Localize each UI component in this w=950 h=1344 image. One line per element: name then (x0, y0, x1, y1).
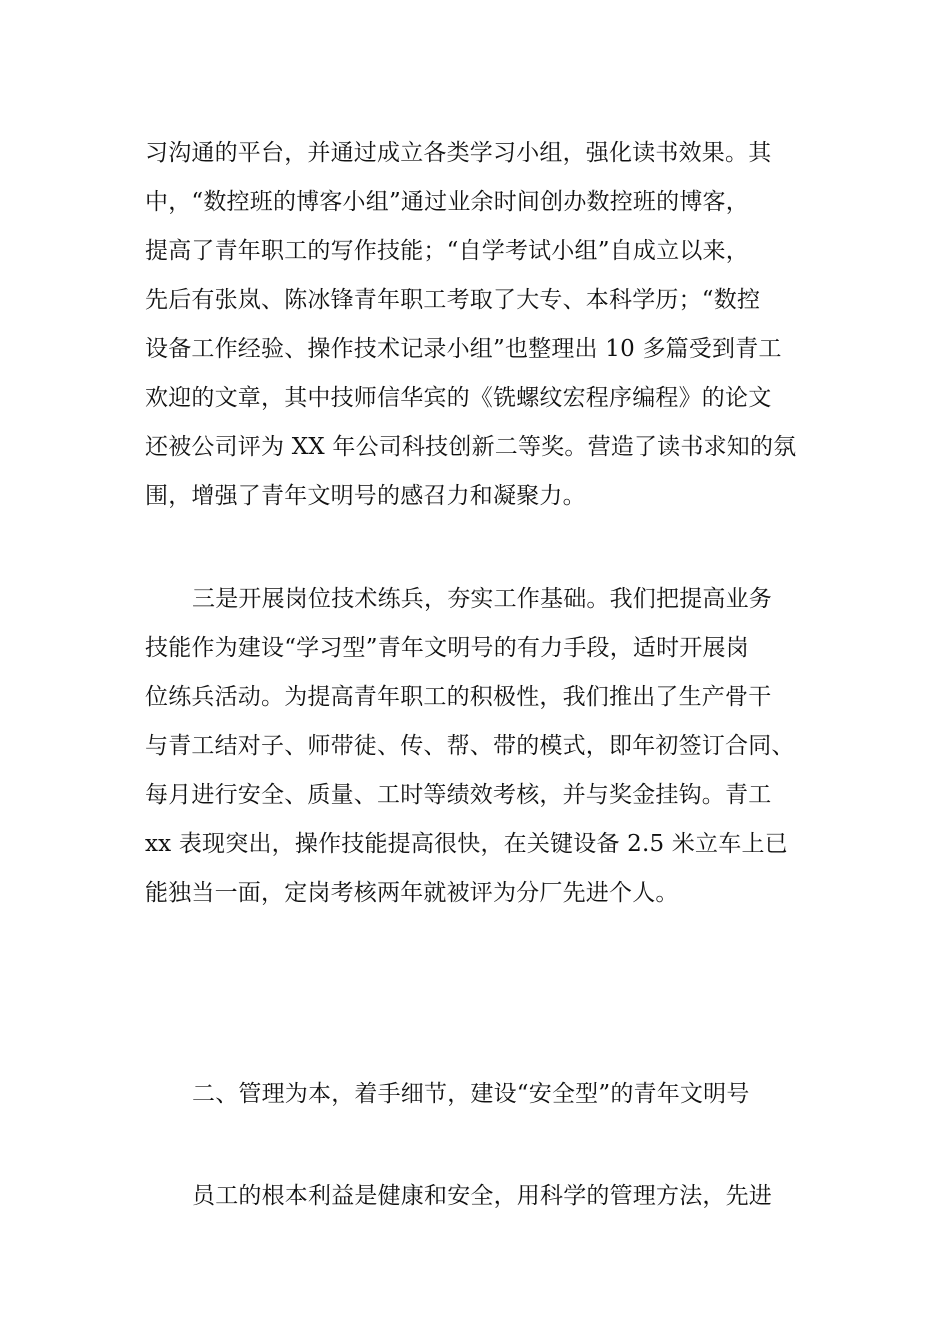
paragraph-1-line-5: 设备工作经验、操作技术记录小组”也整理出 10 多篇受到青工 (145, 336, 782, 362)
paragraph-2-line-1: 三是开展岗位技术练兵，夯实工作基础。我们把提高业务 (192, 586, 772, 612)
section-heading: 二、管理为本，着手细节，建设“安全型”的青年文明号 (192, 1081, 750, 1107)
paragraph-1-line-2: 中，“数控班的博客小组”通过业余时间创办数控班的博客， (145, 189, 749, 215)
paragraph-1-line-1: 习沟通的平台，并通过成立各类学习小组，强化读书效果。其 (145, 140, 772, 166)
paragraph-2-line-2: 技能作为建设“学习型”青年文明号的有力手段，适时开展岗 (145, 635, 749, 661)
paragraph-1-line-6: 欢迎的文章，其中技师信华宾的《铣螺纹宏程序编程》的论文 (145, 385, 772, 411)
paragraph-1-line-4: 先后有张岚、陈冰锋青年职工考取了大专、本科学历；“数控 (145, 287, 761, 313)
paragraph-1-line-8: 围，增强了青年文明号的感召力和凝聚力。 (145, 483, 586, 509)
paragraph-2-line-6: xx 表现突出，操作技能提高很快，在关键设备 2.5 米立车上已 (145, 831, 788, 857)
paragraph-2-line-5: 每月进行安全、质量、工时等绩效考核，并与奖金挂钩。青工 (145, 782, 772, 808)
paragraph-2-line-3: 位练兵活动。为提高青年职工的积极性，我们推出了生产骨干 (145, 684, 772, 710)
paragraph-1-line-3: 提高了青年职工的写作技能；“自学考试小组”自成立以来， (145, 238, 749, 264)
paragraph-2-line-7: 能独当一面，定岗考核两年就被评为分厂先进个人。 (145, 880, 679, 906)
paragraph-2-line-4: 与青工结对子、师带徒、传、帮、带的模式，即年初签订合同、 (145, 733, 795, 759)
paragraph-1-line-7: 还被公司评为 XX 年公司科技创新二等奖。营造了读书求知的氛 (145, 434, 797, 460)
paragraph-3-line-1: 员工的根本利益是健康和安全，用科学的管理方法，先进 (192, 1183, 772, 1209)
